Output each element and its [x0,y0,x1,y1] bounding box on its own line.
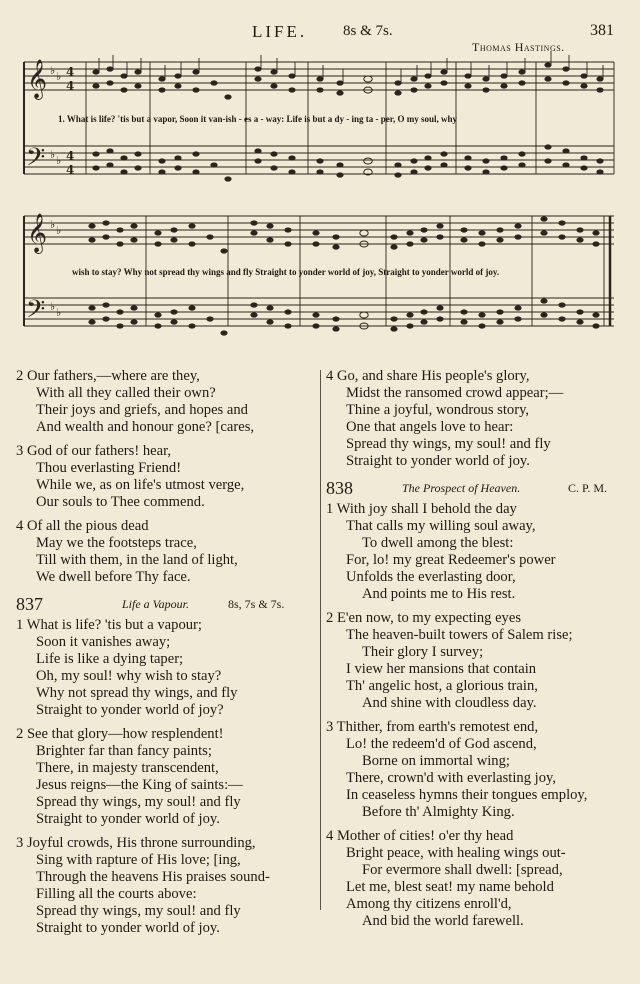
verse-line: Brighter far than fancy paints; [36,743,212,759]
verse-line: Straight to yonder world of joy. [36,920,220,936]
stanza [326,610,626,712]
verse-line: Lo! the redeem'd of God ascend, [346,736,537,752]
svg-text:𝄢: 𝄢 [26,143,46,178]
verse-line: Soon it vanishes away; [36,634,171,650]
stanza [16,368,316,436]
verse-line: 3 Thither, from earth's remotest end, [326,719,539,735]
verse-line: Let me, blest seat! my name behold [346,879,554,895]
tune-meter: 8s & 7s. [343,23,393,39]
stanza [16,443,316,511]
verse-line: Unfolds the everlasting door, [346,569,516,585]
stanza [16,617,316,719]
lyric-line-2: wish to stay? Why not spread thy wings and fly Straight to yonder world of joy, Straight to yonder world of joy. [72,267,500,277]
verse-line: Till with them, in the land of light, [36,552,238,568]
verse-line: To dwell among the blest: [362,535,514,551]
svg-text:♭: ♭ [56,224,62,237]
verse-line: Spread thy wings, my soul! and fly [36,903,241,919]
verse-line: And points me to His rest. [362,586,516,602]
verse-line: There, crown'd with everlasting joy, [346,770,556,786]
hymn-number: 837 [16,594,43,614]
svg-text:♭: ♭ [50,300,56,313]
verse-line: 2 Our fathers,—where are they, [16,368,200,384]
verse-line: 3 Joyful crowds, His throne surrounding, [16,835,256,851]
svg-text:𝄢: 𝄢 [26,295,46,330]
verse-line: Before th' Almighty King. [362,804,515,820]
verse-line: And wealth and honour gone? [cares, [36,419,255,435]
verse-line: Filling all the courts above: [36,886,197,902]
svg-text:♭: ♭ [56,154,62,167]
verse-line: For, lo! my great Redeemer's power [346,552,556,568]
svg-text:4: 4 [66,149,75,163]
verse-line: Life is like a dying taper; [36,651,184,667]
verse-line: Straight to yonder world of joy? [36,702,224,718]
page-title: LIFE. [252,22,308,41]
verse-line: There, in majesty transcendent, [36,760,219,776]
svg-text:♭: ♭ [50,148,56,161]
hymn-title: Life a Vapour. [122,597,190,611]
verse-line: Sing with rapture of His love; [ing, [36,852,241,868]
stanza [326,501,626,603]
svg-text:𝄞: 𝄞 [27,59,48,99]
stanza [326,828,626,930]
verse-line: The heaven-built towers of Salem rise; [346,627,573,643]
verse-line: 4 Of all the pious dead [16,518,149,534]
verse-line: Thou everlasting Friend! [36,460,182,476]
verse-line: And shine with cloudless day. [362,695,537,711]
verse-line: While we, as on life's utmost verge, [36,477,245,493]
verse-line: We dwell before Thy face. [36,569,191,585]
hymn-title: The Prospect of Heaven. [402,481,521,495]
verse-line: Why not spread thy wings, and fly [36,685,238,701]
verse-line: 2 E'en now, to my expecting eyes [326,610,521,626]
stanza [326,368,626,470]
verse-line: I view her mansions that contain [346,661,537,677]
verse-line: Spread thy wings, my soul! and fly [36,794,241,810]
hymn-meter: C. P. M. [568,481,608,495]
hymn-heading [16,593,316,615]
verse-line: Thine a joyful, wondrous story, [346,402,530,418]
verse-line: Our souls to Thee commend. [36,494,205,510]
verse-line: 4 Mother of cities! o'er thy head [326,828,514,844]
composer-credit: Thomas Hastings. [472,40,565,54]
verse-line: One that angels love to hear: [346,419,514,435]
verse-line: 2 See that glory—how resplendent! [16,726,224,742]
svg-text:4: 4 [66,79,75,93]
page-number: 381 [590,22,614,39]
stanza [16,518,316,586]
stanza [326,719,626,821]
verse-line: Their glory I survey; [362,644,484,660]
verse-line: Straight to yonder world of joy. [346,453,530,469]
verse-line: 1 What is life? 'tis but a vapour; [16,617,202,633]
svg-text:♭: ♭ [56,70,62,83]
column-divider [320,370,321,910]
verse-line: 4 Go, and share His people's glory, [326,368,530,384]
verse-line: In ceaseless hymns their tongues employ, [346,787,588,803]
verse-line: May we the footsteps trace, [36,535,197,551]
verse-line: Jesus reigns—the King of saints:— [36,777,243,793]
verse-line: Th' angelic host, a glorious train, [346,678,538,694]
verse-line: With all they called their own? [36,385,216,401]
svg-text:♭: ♭ [56,306,62,319]
music-score [0,0,640,360]
verse-line: For evermore shall dwell: [spread, [362,862,563,878]
svg-text:♭: ♭ [50,64,56,77]
verse-line: Through the heavens His praises sound- [36,869,270,885]
lyric-line-1: 1. What is life? 'tis but a vapor, Soon it van-ish - es a - way: Life is but a dy - ing ta - per, O my soul, why [58,114,457,124]
verse-line: Among thy citizens enroll'd, [346,896,512,912]
svg-text:𝄞: 𝄞 [27,213,48,253]
svg-text:♭: ♭ [50,218,56,231]
right-column [326,368,626,937]
verse-line: 3 God of our fathers! hear, [16,443,172,459]
verse-line: Midst the ransomed crowd appear;— [346,385,564,401]
verse-line: Borne on immortal wing; [362,753,510,769]
verse-line: Spread thy wings, my soul! and fly [346,436,551,452]
svg-text:4: 4 [66,163,75,177]
hymn-number: 838 [326,478,353,498]
verse-line: That calls my willing soul away, [346,518,536,534]
hymn-meter: 8s, 7s & 7s. [228,597,285,611]
verse-line: And bid the world farewell. [362,913,524,929]
verse-line: Bright peace, with healing wings out- [346,845,566,861]
verse-line: Straight to yonder world of joy. [36,811,220,827]
verse-line: Oh, my soul! why wish to stay? [36,668,222,684]
verse-line: 1 With joy shall I behold the day [326,501,517,517]
svg-text:4: 4 [66,65,75,79]
stanza [16,726,316,828]
hymn-heading [326,477,626,499]
verse-line: Their joys and griefs, and hopes and [36,402,248,418]
left-column [16,368,316,944]
stanza [16,835,316,937]
